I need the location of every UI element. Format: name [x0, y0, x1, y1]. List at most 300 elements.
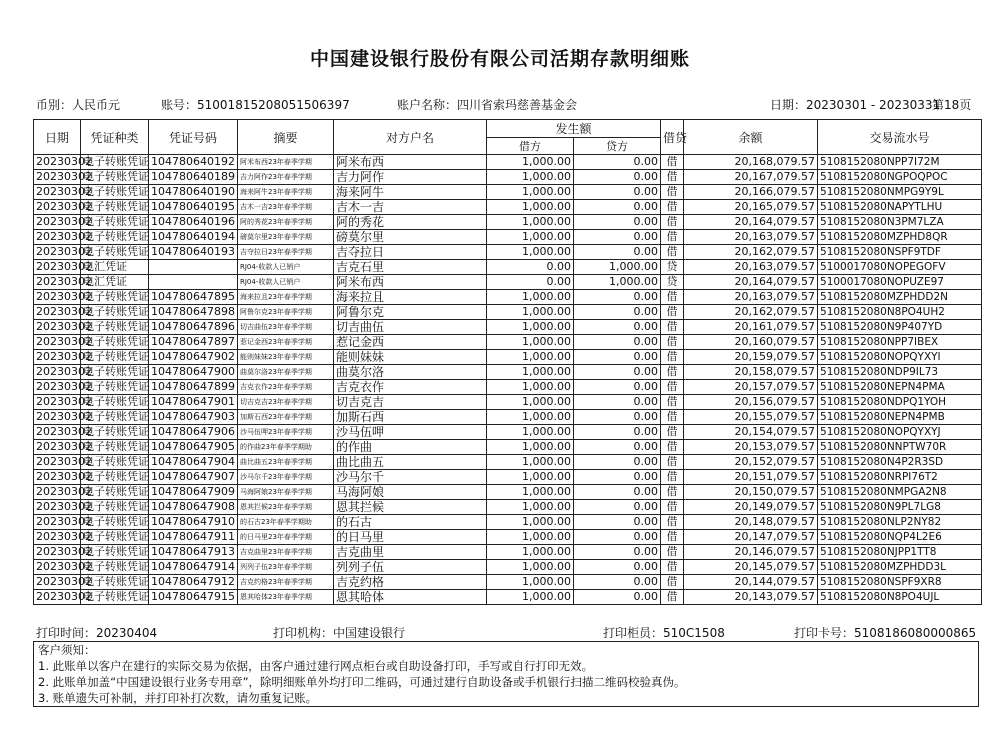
- cell-balance: 20,143,079.57: [684, 590, 818, 605]
- cell-balance: 20,153,079.57: [684, 440, 818, 455]
- col-credit: 贷方: [574, 138, 661, 155]
- cell-balance: 20,152,079.57: [684, 455, 818, 470]
- cell-voucher-no: 104780640193: [149, 245, 238, 260]
- cell-counterparty: 阿米布西: [334, 275, 487, 290]
- cell-counterparty: 海来阿牛: [334, 185, 487, 200]
- print-card-value: 5108186080000865: [854, 626, 977, 640]
- table-row: [34, 155, 982, 170]
- cell-counterparty: 能则妹妹: [334, 350, 487, 365]
- cell-counterparty: 沙马尔千: [334, 470, 487, 485]
- cell-date: 20230302: [34, 350, 81, 365]
- cell-debit-credit: 借: [661, 425, 684, 440]
- table-row: [34, 365, 982, 380]
- cell-transaction-no: 5108152080NLP2NY82: [818, 515, 982, 530]
- cell-voucher-no: 104780647912: [149, 575, 238, 590]
- cell-voucher-no: 104780647905: [149, 440, 238, 455]
- cell-counterparty: 吉木一吉: [334, 200, 487, 215]
- cell-credit: 0.00: [574, 440, 661, 455]
- table-row: [34, 560, 982, 575]
- cell-voucher-type: 电汇凭证: [81, 275, 149, 290]
- print-time-value: 20230404: [96, 626, 158, 640]
- cell-date: 20230302: [34, 365, 81, 380]
- cell-voucher-type: 电子转账凭证: [81, 485, 149, 500]
- cell-counterparty: 吉克约格: [334, 575, 487, 590]
- cell-credit: 0.00: [574, 485, 661, 500]
- print-time-label: 打印时间：: [36, 626, 97, 640]
- print-card-field: [794, 624, 976, 641]
- cell-counterparty: 加斯石西: [334, 410, 487, 425]
- cell-voucher-type: 电子转账凭证: [81, 230, 149, 245]
- cell-memo: 阿米布西23年春季学期: [238, 155, 334, 170]
- cell-memo: 吉克约格23年春季学期: [238, 575, 334, 590]
- cell-voucher-type: 电子转账凭证: [81, 530, 149, 545]
- print-org-value: 中国建设银行: [333, 626, 406, 640]
- cell-counterparty: 吉夺拉日: [334, 245, 487, 260]
- statement-rows: [34, 155, 982, 605]
- cell-memo: 列列子伍23年春季学期: [238, 560, 334, 575]
- cell-balance: 20,162,079.57: [684, 245, 818, 260]
- cell-debit: 1,000.00: [487, 290, 574, 305]
- cell-transaction-no: 5108152080NNPTW70R: [818, 440, 982, 455]
- cell-balance: 20,150,079.57: [684, 485, 818, 500]
- cell-counterparty: 切吉曲伍: [334, 320, 487, 335]
- cell-voucher-type: 电子转账凭证: [81, 425, 149, 440]
- cell-transaction-no: 5108152080NMPG9Y9L: [818, 185, 982, 200]
- cell-transaction-no: 5108152080NRPI76T2: [818, 470, 982, 485]
- cell-debit: 1,000.00: [487, 560, 574, 575]
- cell-memo: 的作曲23年春季学期助: [238, 440, 334, 455]
- cell-counterparty: 吉克曲里: [334, 545, 487, 560]
- cell-credit: 0.00: [574, 335, 661, 350]
- cell-debit: 1,000.00: [487, 545, 574, 560]
- cell-voucher-type: 电子转账凭证: [81, 590, 149, 605]
- cell-voucher-type: 电子转账凭证: [81, 200, 149, 215]
- note-item: 1. 此账单以客户在建行的实际交易为依据，由客户通过建行网点柜台或自助设备打印，手写或自行打印无效。: [38, 659, 594, 673]
- cell-debit: 1,000.00: [487, 185, 574, 200]
- print-time-field: [36, 624, 157, 641]
- customer-notes: [33, 641, 979, 707]
- cell-debit-credit: 借: [661, 440, 684, 455]
- cell-debit: 1,000.00: [487, 365, 574, 380]
- cell-date: 20230302: [34, 425, 81, 440]
- cell-memo: 沙马尔千23年春季学期: [238, 470, 334, 485]
- cell-debit: 1,000.00: [487, 320, 574, 335]
- table-row: [34, 395, 982, 410]
- cell-credit: 0.00: [574, 245, 661, 260]
- cell-balance: 20,158,079.57: [684, 365, 818, 380]
- cell-debit: 1,000.00: [487, 395, 574, 410]
- date-range-label: 日期：: [770, 98, 807, 112]
- cell-date: 20230302: [34, 530, 81, 545]
- table-row: [34, 410, 982, 425]
- cell-voucher-type: 电子转账凭证: [81, 185, 149, 200]
- cell-debit: 1,000.00: [487, 305, 574, 320]
- cell-voucher-type: 电子转账凭证: [81, 560, 149, 575]
- cell-date: 20230302: [34, 230, 81, 245]
- cell-voucher-type: 电子转账凭证: [81, 440, 149, 455]
- cell-credit: 1,000.00: [574, 275, 661, 290]
- cell-voucher-type: 电子转账凭证: [81, 395, 149, 410]
- cell-memo: 沙马伍呷23年春季学期: [238, 425, 334, 440]
- cell-debit-credit: 借: [661, 470, 684, 485]
- cell-memo: 惹记金西23年春季学期: [238, 335, 334, 350]
- print-counter-field: [603, 624, 725, 641]
- currency-field: [36, 96, 120, 113]
- cell-balance: 20,164,079.57: [684, 215, 818, 230]
- cell-transaction-no: 5108152080NDP9IL73: [818, 365, 982, 380]
- cell-balance: 20,159,079.57: [684, 350, 818, 365]
- cell-debit-credit: 借: [661, 170, 684, 185]
- date-range-field: [770, 96, 940, 113]
- cell-date: 20230302: [34, 155, 81, 170]
- date-range-value: 20230301 - 20230331: [806, 98, 941, 112]
- cell-debit: 1,000.00: [487, 380, 574, 395]
- cell-date: 20230302: [34, 485, 81, 500]
- table-row: [34, 290, 982, 305]
- cell-counterparty: 切吉克吉: [334, 395, 487, 410]
- cell-counterparty: 海来拉且: [334, 290, 487, 305]
- cell-debit: 0.00: [487, 275, 574, 290]
- cell-transaction-no: 5108152080N3PM7LZA: [818, 215, 982, 230]
- cell-voucher-type: 电子转账凭证: [81, 410, 149, 425]
- cell-memo: 马海阿娘23年春季学期: [238, 485, 334, 500]
- cell-debit-credit: 借: [661, 380, 684, 395]
- table-row: [34, 530, 982, 545]
- cell-transaction-no: 5108152080N8PO4UH2: [818, 305, 982, 320]
- cell-credit: 0.00: [574, 380, 661, 395]
- col-memo: 摘要: [238, 120, 334, 155]
- cell-debit-credit: 借: [661, 200, 684, 215]
- cell-debit: 1,000.00: [487, 470, 574, 485]
- cell-voucher-no: 104780647915: [149, 590, 238, 605]
- cell-voucher-type: 电子转账凭证: [81, 500, 149, 515]
- cell-balance: 20,144,079.57: [684, 575, 818, 590]
- cell-credit: 0.00: [574, 170, 661, 185]
- cell-balance: 20,161,079.57: [684, 320, 818, 335]
- cell-voucher-type: 电子转账凭证: [81, 575, 149, 590]
- cell-date: 20230302: [34, 260, 81, 275]
- cell-transaction-no: 5108152080N9PL7LG8: [818, 500, 982, 515]
- cell-memo: 吉木一吉23年春季学期: [238, 200, 334, 215]
- cell-debit: 1,000.00: [487, 155, 574, 170]
- cell-debit: 1,000.00: [487, 500, 574, 515]
- cell-voucher-no: 104780647914: [149, 560, 238, 575]
- cell-memo: RJ04-收款人已销户: [238, 260, 334, 275]
- cell-debit-credit: 借: [661, 365, 684, 380]
- cell-debit-credit: 借: [661, 305, 684, 320]
- cell-transaction-no: 5108152080NPP7I72M: [818, 155, 982, 170]
- cell-voucher-type: 电子转账凭证: [81, 320, 149, 335]
- cell-date: 20230302: [34, 590, 81, 605]
- table-row: [34, 545, 982, 560]
- cell-transaction-no: 5108152080NAPYTLHU: [818, 200, 982, 215]
- cell-voucher-no: 104780647909: [149, 485, 238, 500]
- cell-voucher-type: 电子转账凭证: [81, 245, 149, 260]
- cell-transaction-no: 5108152080N4P2R3SD: [818, 455, 982, 470]
- cell-transaction-no: 5108152080MZPHD8QR: [818, 230, 982, 245]
- cell-voucher-type: 电子转账凭证: [81, 335, 149, 350]
- cell-date: 20230302: [34, 395, 81, 410]
- cell-counterparty: 恩其拦候: [334, 500, 487, 515]
- cell-date: 20230302: [34, 515, 81, 530]
- cell-date: 20230302: [34, 380, 81, 395]
- table-row: [34, 485, 982, 500]
- cell-date: 20230302: [34, 470, 81, 485]
- cell-date: 20230302: [34, 410, 81, 425]
- cell-balance: 20,154,079.57: [684, 425, 818, 440]
- account-name-field: [397, 96, 577, 113]
- cell-voucher-no: [149, 260, 238, 275]
- cell-voucher-type: 电子转账凭证: [81, 545, 149, 560]
- cell-date: 20230302: [34, 545, 81, 560]
- table-row: [34, 260, 982, 275]
- cell-counterparty: 曲莫尔洛: [334, 365, 487, 380]
- col-debit-credit: 借贷: [661, 120, 684, 155]
- cell-debit: 1,000.00: [487, 200, 574, 215]
- cell-balance: 20,162,079.57: [684, 305, 818, 320]
- table-row: [34, 440, 982, 455]
- cell-balance: 20,156,079.57: [684, 395, 818, 410]
- cell-debit-credit: 借: [661, 455, 684, 470]
- cell-transaction-no: 5108152080NSPF9XR8: [818, 575, 982, 590]
- cell-credit: 0.00: [574, 545, 661, 560]
- cell-credit: 0.00: [574, 515, 661, 530]
- cell-balance: 20,167,079.57: [684, 170, 818, 185]
- cell-credit: 0.00: [574, 410, 661, 425]
- table-row: [34, 515, 982, 530]
- cell-debit-credit: 借: [661, 500, 684, 515]
- cell-credit: 0.00: [574, 350, 661, 365]
- print-org-field: [273, 624, 405, 641]
- print-counter-value: 510C1508: [663, 626, 725, 640]
- cell-voucher-no: 104780640194: [149, 230, 238, 245]
- cell-memo: 切吉曲伍23年春季学期: [238, 320, 334, 335]
- cell-balance: 20,157,079.57: [684, 380, 818, 395]
- cell-counterparty: 的日马里: [334, 530, 487, 545]
- cell-credit: 0.00: [574, 215, 661, 230]
- table-row: [34, 590, 982, 605]
- cell-memo: 阿鲁尔克23年春季学期: [238, 305, 334, 320]
- table-row: [34, 230, 982, 245]
- col-amount-group: 发生额: [487, 120, 661, 138]
- table-row: [34, 170, 982, 185]
- cell-memo: 曲比曲五23年春季学期: [238, 455, 334, 470]
- col-voucher-type: 凭证种类: [81, 120, 149, 155]
- cell-transaction-no: 5108152080NPP7IBEX: [818, 335, 982, 350]
- table-row: [34, 470, 982, 485]
- cell-date: 20230302: [34, 500, 81, 515]
- cell-memo: 加斯石西23年春季学期: [238, 410, 334, 425]
- cell-balance: 20,163,079.57: [684, 290, 818, 305]
- table-row: [34, 350, 982, 365]
- cell-debit: 1,000.00: [487, 245, 574, 260]
- cell-date: 20230302: [34, 290, 81, 305]
- cell-voucher-no: 104780647899: [149, 380, 238, 395]
- cell-debit-credit: 借: [661, 290, 684, 305]
- cell-counterparty: 曲比曲五: [334, 455, 487, 470]
- cell-debit-credit: 借: [661, 485, 684, 500]
- cell-debit-credit: 借: [661, 395, 684, 410]
- table-row: [34, 455, 982, 470]
- cell-voucher-no: 104780647913: [149, 545, 238, 560]
- cell-counterparty: 列列子伍: [334, 560, 487, 575]
- cell-debit: 1,000.00: [487, 590, 574, 605]
- col-date: 日期: [34, 120, 81, 155]
- cell-voucher-no: 104780640196: [149, 215, 238, 230]
- col-transaction-no: 交易流水号: [818, 120, 982, 155]
- print-org-label: 打印机构：: [273, 626, 334, 640]
- col-balance: 余额: [684, 120, 818, 155]
- cell-date: 20230302: [34, 215, 81, 230]
- cell-debit-credit: 借: [661, 335, 684, 350]
- print-card-label: 打印卡号：: [794, 626, 855, 640]
- document-title: 中国建设银行股份有限公司活期存款明细账: [309, 48, 690, 70]
- cell-credit: 0.00: [574, 365, 661, 380]
- cell-voucher-type: 电子转账凭证: [81, 155, 149, 170]
- cell-transaction-no: 5108152080N9P407YD: [818, 320, 982, 335]
- cell-debit-credit: 借: [661, 215, 684, 230]
- cell-debit-credit: 借: [661, 515, 684, 530]
- table-row: [34, 335, 982, 350]
- cell-counterparty: 恩其哈体: [334, 590, 487, 605]
- cell-debit-credit: 借: [661, 230, 684, 245]
- cell-date: 20230302: [34, 335, 81, 350]
- col-voucher-no: 凭证号码: [149, 120, 238, 155]
- cell-debit-credit: 借: [661, 350, 684, 365]
- table-row: [34, 275, 982, 290]
- table-row: [34, 500, 982, 515]
- cell-voucher-no: 104780647911: [149, 530, 238, 545]
- cell-voucher-no: 104780640195: [149, 200, 238, 215]
- cell-debit: 1,000.00: [487, 485, 574, 500]
- cell-counterparty: 吉克石里: [334, 260, 487, 275]
- cell-voucher-no: [149, 275, 238, 290]
- cell-credit: 0.00: [574, 575, 661, 590]
- cell-debit-credit: 借: [661, 590, 684, 605]
- cell-memo: 吉克衣作23年春季学期: [238, 380, 334, 395]
- cell-date: 20230302: [34, 440, 81, 455]
- cell-credit: 0.00: [574, 530, 661, 545]
- account-name-value: 四川省索玛慈善基金会: [457, 98, 578, 112]
- cell-voucher-type: 电子转账凭证: [81, 455, 149, 470]
- cell-debit-credit: 借: [661, 575, 684, 590]
- table-row: [34, 425, 982, 440]
- cell-memo: 海来阿牛23年春季学期: [238, 185, 334, 200]
- cell-balance: 20,160,079.57: [684, 335, 818, 350]
- cell-credit: 0.00: [574, 155, 661, 170]
- cell-memo: 恩其哈体23年春季学期: [238, 590, 334, 605]
- cell-voucher-type: 电子转账凭证: [81, 470, 149, 485]
- cell-transaction-no: 5100017080NOPUZE97: [818, 275, 982, 290]
- cell-memo: 磅莫尔里23年春季学期: [238, 230, 334, 245]
- note-item: 2. 此账单加盖“中国建设银行业务专用章”，除明细账单外均打印二维码，可通过建行自助设备或手机银行扫描二维码校验真伪。: [38, 675, 686, 689]
- cell-debit: 1,000.00: [487, 515, 574, 530]
- cell-counterparty: 吉克衣作: [334, 380, 487, 395]
- cell-voucher-type: 电汇凭证: [81, 260, 149, 275]
- cell-balance: 20,146,079.57: [684, 545, 818, 560]
- cell-debit-credit: 借: [661, 545, 684, 560]
- cell-transaction-no: 5108152080NEPN4PMA: [818, 380, 982, 395]
- cell-voucher-no: 104780640190: [149, 185, 238, 200]
- account-value: 51001815208051506397: [197, 98, 350, 112]
- cell-balance: 20,149,079.57: [684, 500, 818, 515]
- cell-credit: 0.00: [574, 320, 661, 335]
- cell-balance: 20,163,079.57: [684, 260, 818, 275]
- statement-table: [33, 119, 982, 605]
- cell-balance: 20,145,079.57: [684, 560, 818, 575]
- cell-date: 20230302: [34, 560, 81, 575]
- cell-date: 20230302: [34, 455, 81, 470]
- cell-voucher-type: 电子转账凭证: [81, 350, 149, 365]
- table-row: [34, 215, 982, 230]
- col-debit: 借方: [487, 138, 574, 155]
- cell-debit-credit: 借: [661, 155, 684, 170]
- cell-voucher-no: 104780647900: [149, 365, 238, 380]
- cell-credit: 0.00: [574, 590, 661, 605]
- cell-transaction-no: 5108152080NJPP1TT8: [818, 545, 982, 560]
- cell-counterparty: 惹记金西: [334, 335, 487, 350]
- page-number: 第18页: [932, 98, 972, 112]
- account-label: 账号：: [161, 98, 198, 112]
- cell-credit: 0.00: [574, 500, 661, 515]
- cell-voucher-no: 104780647903: [149, 410, 238, 425]
- cell-balance: 20,168,079.57: [684, 155, 818, 170]
- cell-voucher-no: 104780647896: [149, 320, 238, 335]
- cell-balance: 20,165,079.57: [684, 200, 818, 215]
- cell-counterparty: 磅莫尔里: [334, 230, 487, 245]
- cell-transaction-no: 5108152080NOPQYXYJ: [818, 425, 982, 440]
- cell-counterparty: 的作曲: [334, 440, 487, 455]
- cell-voucher-type: 电子转账凭证: [81, 365, 149, 380]
- cell-debit: 1,000.00: [487, 410, 574, 425]
- cell-debit: 1,000.00: [487, 230, 574, 245]
- cell-counterparty: 阿鲁尔克: [334, 305, 487, 320]
- cell-date: 20230302: [34, 185, 81, 200]
- cell-voucher-no: 104780647904: [149, 455, 238, 470]
- cell-voucher-no: 104780647898: [149, 305, 238, 320]
- cell-date: 20230302: [34, 320, 81, 335]
- cell-memo: 能则妹妹23年春季学期: [238, 350, 334, 365]
- cell-counterparty: 阿米布西: [334, 155, 487, 170]
- cell-debit: 1,000.00: [487, 440, 574, 455]
- cell-credit: 0.00: [574, 425, 661, 440]
- cell-transaction-no: 5108152080NSPF9TDF: [818, 245, 982, 260]
- note-item: 3. 账单遗失可补制，并打印补打次数，请勿重复记账。: [38, 691, 318, 705]
- cell-transaction-no: 5100017080NOPEGOFV: [818, 260, 982, 275]
- cell-debit: 1,000.00: [487, 530, 574, 545]
- cell-date: 20230302: [34, 170, 81, 185]
- cell-transaction-no: 5108152080MZPHDD3L: [818, 560, 982, 575]
- cell-debit-credit: 借: [661, 530, 684, 545]
- cell-voucher-type: 电子转账凭证: [81, 380, 149, 395]
- cell-credit: 0.00: [574, 560, 661, 575]
- cell-debit: 1,000.00: [487, 170, 574, 185]
- cell-balance: 20,148,079.57: [684, 515, 818, 530]
- cell-memo: 阿的秀花23年春季学期: [238, 215, 334, 230]
- cell-credit: 1,000.00: [574, 260, 661, 275]
- cell-transaction-no: 5108152080NMPGA2N8: [818, 485, 982, 500]
- table-row: [34, 185, 982, 200]
- cell-debit: 1,000.00: [487, 215, 574, 230]
- cell-credit: 0.00: [574, 200, 661, 215]
- cell-date: 20230302: [34, 200, 81, 215]
- cell-voucher-type: 电子转账凭证: [81, 305, 149, 320]
- cell-voucher-no: 104780647901: [149, 395, 238, 410]
- cell-voucher-type: 电子转账凭证: [81, 290, 149, 305]
- cell-balance: 20,147,079.57: [684, 530, 818, 545]
- cell-credit: 0.00: [574, 470, 661, 485]
- cell-credit: 0.00: [574, 455, 661, 470]
